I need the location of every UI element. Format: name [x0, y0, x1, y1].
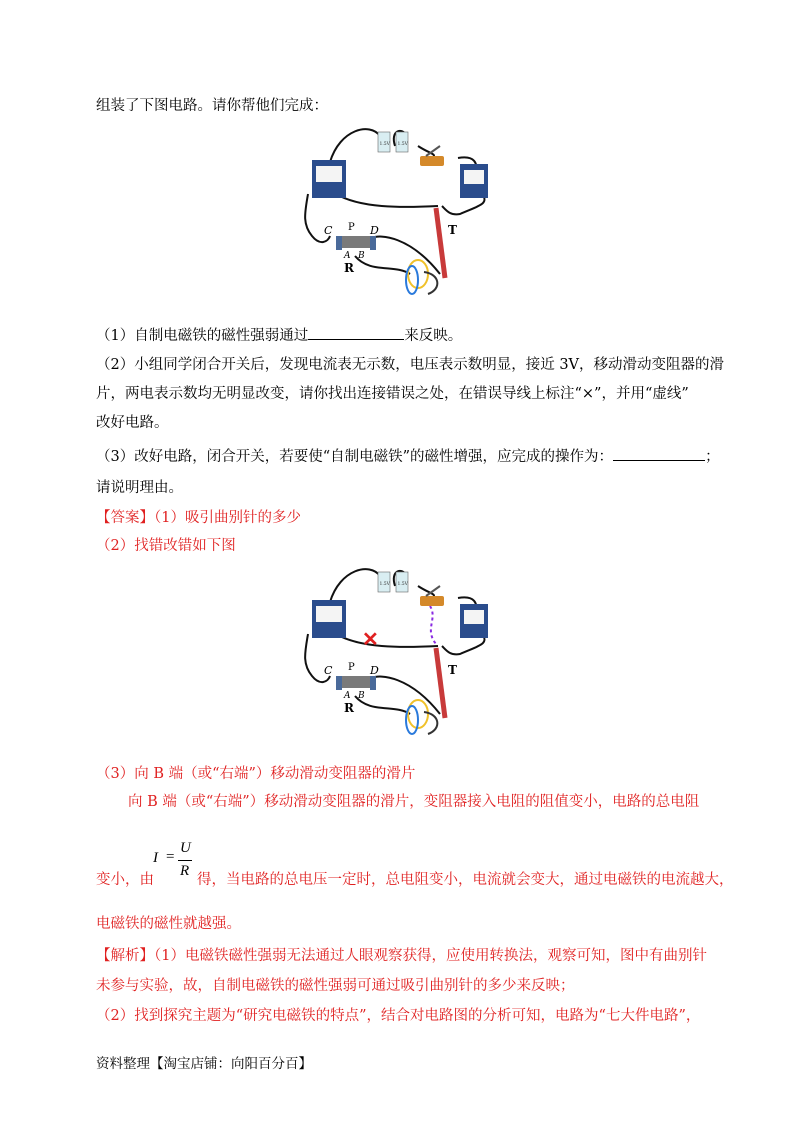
question-2-line3: 改好电路。 — [96, 415, 169, 431]
label-A: A — [344, 251, 351, 261]
answer-3: （3）向 B 端（或“右端”）移动滑动变阻器的滑片 — [96, 766, 416, 782]
formula-fraction-bar — [178, 860, 192, 861]
formula-lhs: I — [153, 850, 158, 866]
question-1: （1）自制电磁铁的磁性强弱通过 来反映。 — [96, 325, 462, 346]
label-R: R — [344, 261, 354, 275]
formula-denominator: R — [180, 863, 190, 879]
analysis-line3: （2）找到探究主题为“研究电磁铁的特点”，结合对电路图的分析可知，电路为“七大件电路”， — [96, 1008, 701, 1024]
label-A: A — [344, 691, 351, 701]
answer-3-line3: 得，当电路的总电压一定时，总电阻变小，电流就会变大，通过电磁铁的电流越大， — [197, 872, 734, 888]
answer-1: 【答案】（1）吸引曲别针的多少 — [96, 510, 301, 526]
label-B: B — [358, 251, 365, 261]
label-R: R — [344, 701, 354, 715]
circuit-figure-corrected — [300, 564, 510, 744]
cross-mark: ✕ — [362, 627, 379, 651]
battery-label: 1.5V — [397, 582, 408, 587]
label-C: C — [324, 664, 333, 677]
battery-label: 1.5V — [397, 142, 408, 147]
formula-equals: = — [166, 849, 175, 865]
footer-text: 资料整理【淘宝店铺：向阳百分百】 — [96, 1056, 312, 1072]
question-3-line2: 请说明理由。 — [96, 480, 183, 496]
label-B: B — [358, 691, 365, 701]
circuit-figure-original — [300, 124, 510, 304]
label-P: P — [348, 662, 355, 673]
label-D: D — [370, 664, 379, 677]
answer-3-line3-pre: 变小，由 — [96, 872, 154, 888]
battery-label: 1.5V — [379, 142, 390, 147]
label-T: T — [448, 223, 457, 237]
formula-numerator: U — [180, 840, 191, 856]
answer-2: （2）找错改错如下图 — [96, 538, 236, 554]
label-D: D — [370, 224, 379, 237]
label-C: C — [324, 224, 333, 237]
battery-label: 1.5V — [379, 582, 390, 587]
analysis-line1: 【解析】（1）电磁铁磁性强弱无法通过人眼观察获得，应使用转换法，观察可知，图中有曲别针 — [96, 948, 707, 964]
question-3: （3）改好电路，闭合开关，若要使“自制电磁铁”的磁性增强，应完成的操作为： ； — [96, 446, 720, 467]
question-2-line2: 片，两电表示数均无明显改变，请你找出连接错误之处，在错误导线上标注“×”，并用“虚线” — [96, 386, 689, 402]
question-2-line1: （2）小组同学闭合开关后，发现电流表无示数，电压表示数明显，接近 3V，移动滑动变阻器的滑 — [96, 357, 725, 373]
label-P: P — [348, 222, 355, 233]
label-T: T — [448, 663, 457, 677]
answer-3-line4: 电磁铁的磁性就越强。 — [96, 916, 241, 932]
intro-text: 组装了下图电路。请你帮他们完成： — [96, 98, 328, 114]
analysis-line2: 未参与实验，故，自制电磁铁的磁性强弱可通过吸引曲别针的多少来反映； — [96, 978, 575, 994]
answer-3-detail: 向 B 端（或“右端”）移动滑动变阻器的滑片，变阻器接入电阻的阻值变小，电路的总电阻 — [128, 794, 700, 810]
